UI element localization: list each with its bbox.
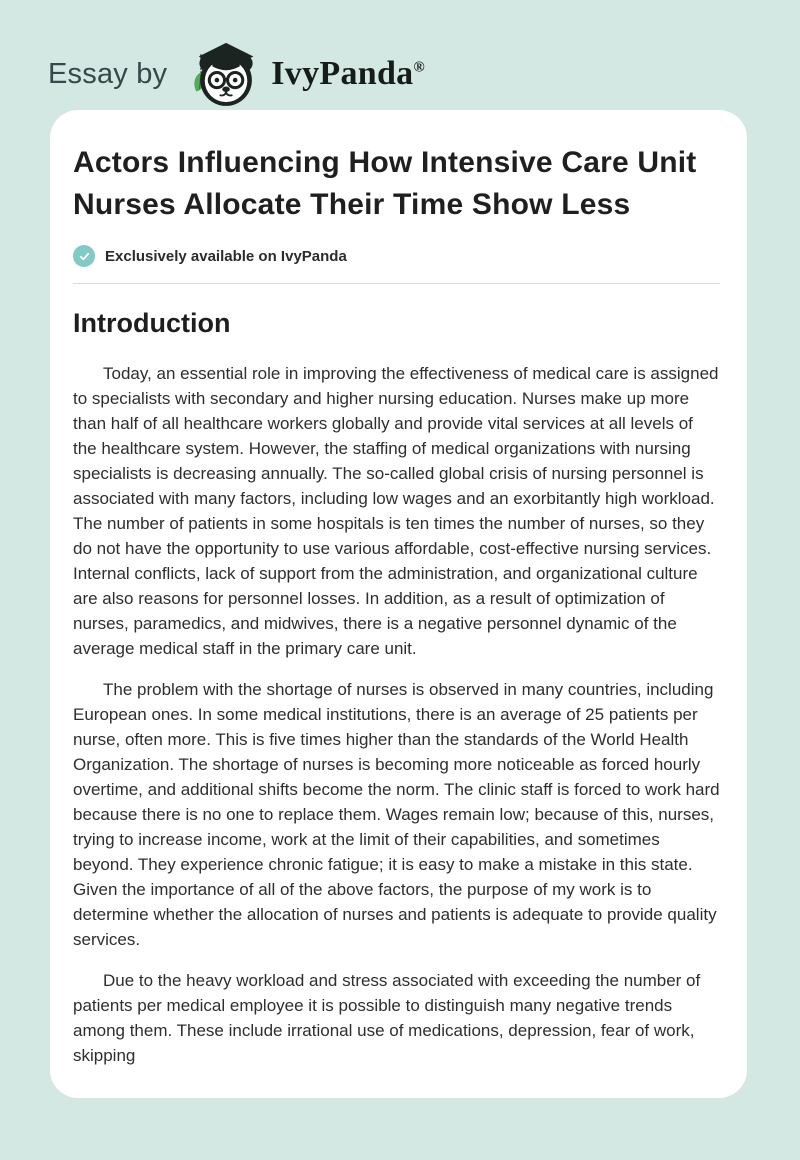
essay-by-label: Essay by	[48, 57, 168, 90]
badge-label: Exclusively available on IvyPanda	[105, 247, 347, 265]
paragraph-3: Due to the heavy workload and stress associated with exceeding the number of patients per medical employee it is possible to distinguish many negative trends among them. These include irrational use of medications, depression, fear of work, skipping	[73, 971, 701, 1065]
essay-title	[73, 142, 720, 226]
registered-mark: ®	[413, 59, 425, 76]
exclusive-badge	[73, 245, 720, 267]
essay-card	[50, 110, 747, 1098]
paragraph-1: Today, an essential role in improving the effectiveness of medical care is assigned to specialists with secondary and higher nursing education. Nurses make up more than half of all healthcare workers globally and provide vital services at all levels of the healthcare system. However, the staffing of medical organizations with nursing specialists is decreasing annually. The so-called global crisis of nursing personnel is associated with many factors, including low wages and an exorbitantly high workload. The number of patients in some hospitals is ten times the number of nurses, so they do not have the opportunity to use various affordable, cost-effective nursing services. Internal conflicts, lack of support from the administration, and organizational culture are also reasons for personnel losses. In addition, as a result of optimization of nurses, paramedics, and midwives, there is a negative personnel dynamic of the average medical staff in the primary care unit.	[73, 364, 719, 658]
paragraph-2: The problem with the shortage of nurses is observed in many countries, including European ones. In some medical institutions, there is an average of 25 patients per nurse, often more. This is five times higher than the standards of the World Health Organization. The shortage of nurses is becoming more noticeable as forced hourly overtime, and additional shifts become the norm. The clinic staff is forced to work hard because there is no one to replace them. Wages remain low; because of this, nurses, trying to increase income, work at the limit of their capabilities, and sometimes beyond. They experience chronic fatigue; it is easy to make a mistake in this state. Given the importance of all of the above factors, the purpose of my work is to determine whether the allocation of nurses and patients is adequate to provide quality services.	[73, 680, 720, 949]
ivypanda-panda-logo-icon	[185, 36, 261, 112]
essay-title-text: Actors Influencing How Intensive Care Unit Nurses Allocate Their Time	[73, 146, 697, 221]
show-less-toggle[interactable]: Show Less	[471, 188, 631, 221]
brand-text: IvyPanda	[271, 55, 414, 92]
divider	[73, 283, 720, 284]
check-icon	[73, 245, 95, 267]
section-heading: Introduction	[73, 308, 231, 338]
site-header	[0, 0, 800, 110]
brand-name	[271, 55, 425, 93]
